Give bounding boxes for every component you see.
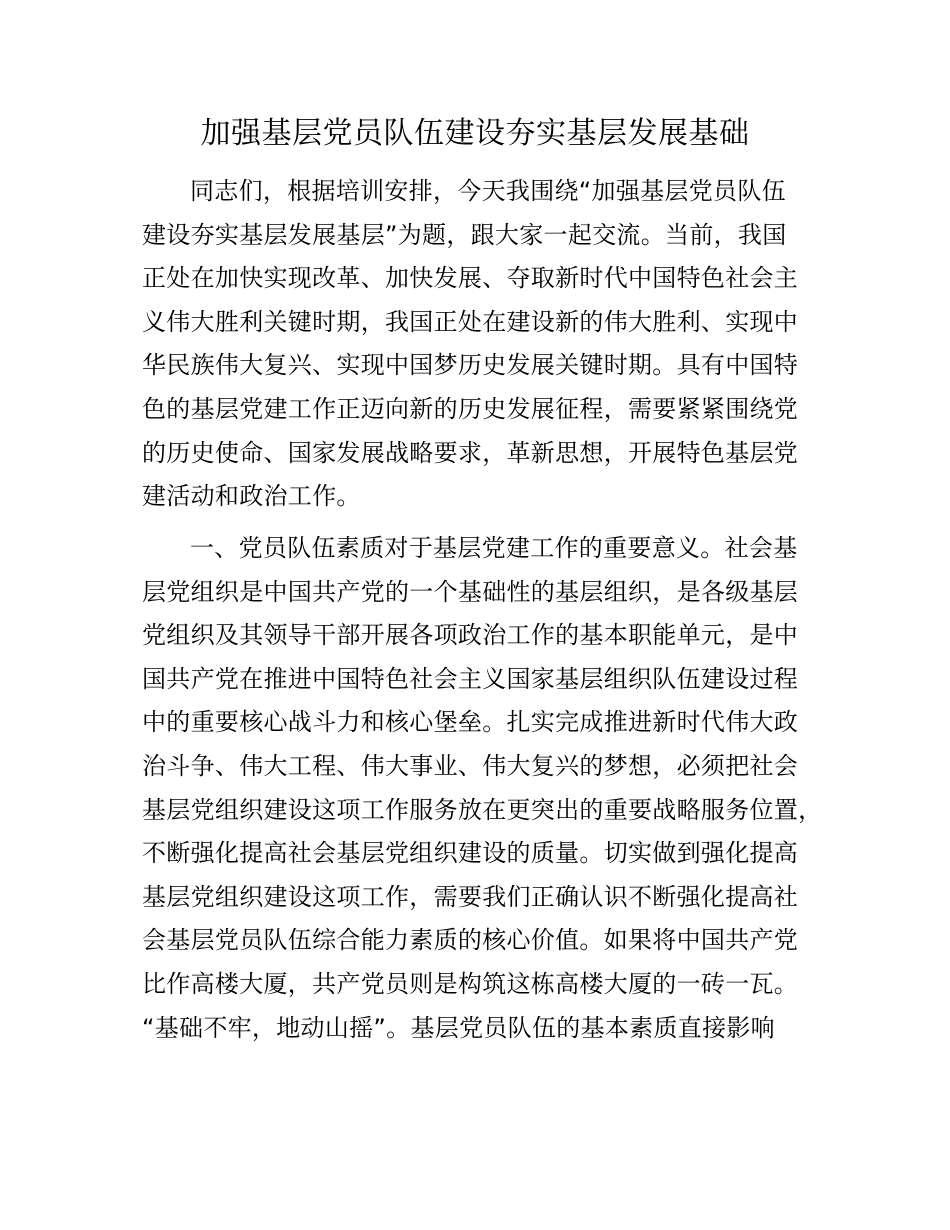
paragraph-line: 层党组织是中国共产党的一个基础性的基层组织，是各级基层 — [142, 577, 799, 606]
paragraph-line: 基层党组织建设这项工作，需要我们正确认识不断强化提高社 — [142, 882, 799, 911]
paragraph-line: 国共产党在推进中国特色社会主义国家基层组织队伍建设过程 — [142, 664, 799, 693]
paragraph-intro — [142, 170, 842, 519]
paragraph-line: 一、党员队伍素质对于基层党建工作的重要意义。社会基 — [190, 534, 798, 562]
paragraph-line: “基础不牢，地动山摇”。基层党员队伍的基本素质直接影响 — [142, 1013, 775, 1042]
paragraph-line: 基层党组织建设这项工作服务放在更突出的重要战略服务位置， — [142, 795, 823, 824]
paragraph-line: 义伟大胜利关键时期，我国正处在建设新的伟大胜利、实现中 — [142, 307, 799, 336]
paragraph-line: 党组织及其领导干部开展各项政治工作的基本职能单元，是中 — [142, 621, 799, 650]
paragraph-line: 同志们，根据培训安排，今天我围绕“加强基层党员队伍 — [190, 177, 786, 205]
document-title: 加强基层党员队伍建设夯实基层发展基础 — [200, 116, 750, 151]
paragraph-line: 建活动和政治工作。 — [142, 482, 361, 511]
paragraph-line: 正处在加快实现改革、加快发展、夺取新时代中国特色社会主 — [142, 264, 799, 293]
paragraph-line: 中的重要核心战斗力和核心堡垒。扎实完成推进新时代伟大政 — [142, 708, 799, 737]
paragraph-line: 色的基层党建工作正迈向新的历史发展征程，需要紧紧围绕党 — [142, 394, 799, 423]
paragraph-line: 华民族伟大复兴、实现中国梦历史发展关键时期。具有中国特 — [142, 351, 799, 380]
paragraph-line: 不断强化提高社会基层党组织建设的质量。切实做到强化提高 — [142, 839, 799, 868]
paragraph-line: 建设夯实基层发展基层”为题，跟大家一起交流。当前，我国 — [142, 220, 787, 249]
paragraph-line: 治斗争、伟大工程、伟大事业、伟大复兴的梦想，必须把社会 — [142, 751, 799, 780]
paragraph-line: 会基层党员队伍综合能力素质的核心价值。如果将中国共产党 — [142, 926, 799, 955]
paragraph-section-one — [142, 527, 842, 1050]
paragraph-line: 的历史使命、国家发展战略要求，革新思想，开展特色基层党 — [142, 438, 799, 467]
paragraph-line: 比作高楼大厦，共产党员则是构筑这栋高楼大厦的一砖一瓦。 — [142, 969, 799, 998]
